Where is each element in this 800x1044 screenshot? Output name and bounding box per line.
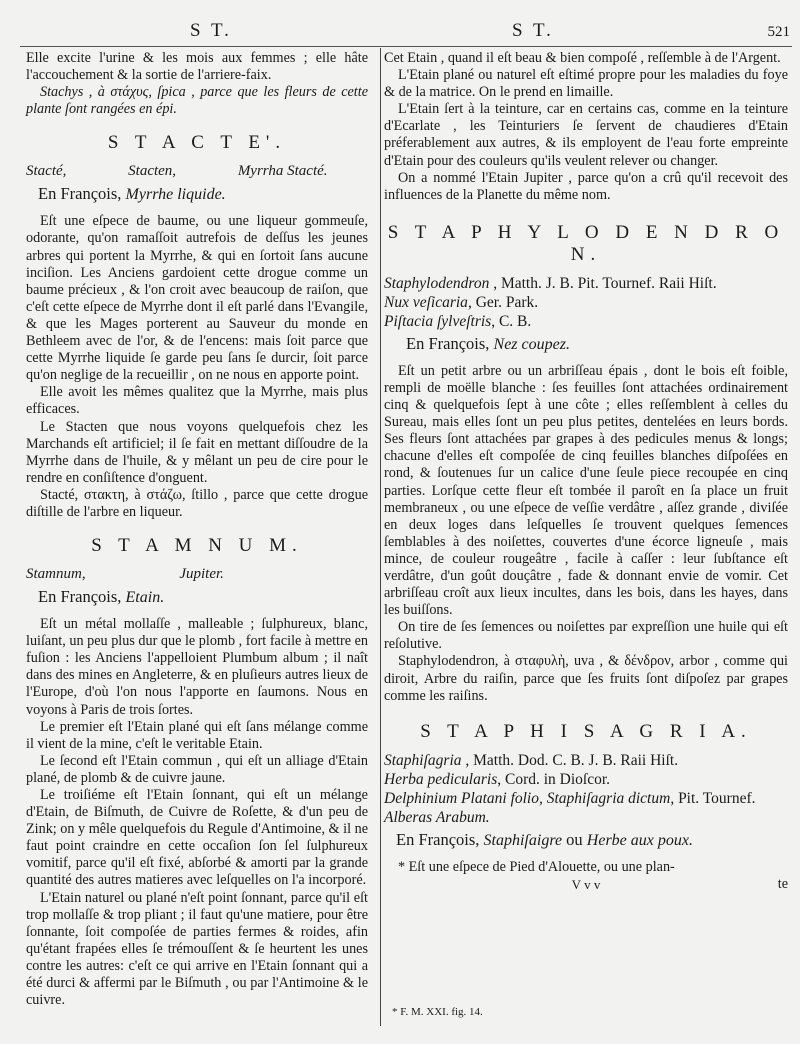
synonym: Stacten, — [128, 163, 177, 180]
french-label: En François, — [38, 587, 122, 607]
body-paragraph: L'Etain plané ou naturel eſt eſtimé propre pour les maladies du foye & de la matrice. On le prend en limaille. — [384, 67, 788, 101]
french-value: Myrrhe liquide. — [125, 186, 226, 204]
french-value-alt: Herbe aux poux. — [586, 831, 693, 849]
french-value: Staphiſaigre — [483, 831, 563, 849]
body-paragraph: Le ſecond eſt l'Etain commun , qui eſt un alliage d'Etain plané, de plomb & de cuivre jaune. — [26, 752, 368, 786]
article-synonyms — [26, 565, 368, 584]
signature-mark: V v v — [571, 876, 601, 892]
left-column — [26, 50, 368, 1009]
right-column — [384, 50, 788, 893]
body-paragraph: Le troiſiéme eſt l'Etain ſonnant, qui eſt un mélange d'Etain, de Biſmuth, de Cuivre de Roſette, & d'un peu de Zink; on y mêle quelquefois du Regule d'Antimoine, & il ne faut point craindre en cette occaſion ſon ſel ſulphureux vomitif, parce qu'il eſt fixé, abſorbé & amorti par la grande quantité des autres matieres avec leſquelles on l'a incorporé. — [26, 787, 368, 889]
catchword: te — [777, 875, 788, 892]
article-synonyms — [384, 751, 788, 827]
synonym: Myrrha Stacté. — [237, 163, 328, 180]
etymology-paragraph: Staphylodendron, à σταφυλὴ, uva , & δένδρον, arbor , comme qui diroit, Arbre du raiſin, parce que ſes fruits ſont diſpoſez par grapes comme les raiſins. — [384, 653, 788, 704]
french-value: Etain. — [125, 589, 165, 607]
article-synonyms — [384, 274, 788, 331]
french-label: En François, — [38, 184, 122, 204]
synonym-line: Herba pedicularis, Cord. in Dioſcor. — [384, 770, 611, 788]
french-name — [38, 183, 368, 205]
continuation-paragraph: Cet Etain , quand il eſt beau & bien compoſé , reſſemble à de l'Argent. — [384, 50, 781, 66]
article-title-stacte: S T A C T E'. — [107, 132, 287, 154]
synonym-line: Nux veſicaria, Ger. Park. — [384, 293, 539, 311]
body-paragraph: Eſt une eſpece de baume, ou une liqueur gommeuſe, odorante, qu'on ramaſſoit autrefois de deſſus les jeunes arbres qui portent la Myrrhe, & qui en ſortoit ſans aucune inciſion. Les Anciens gardoient cette drogue comme un baume précieux , & l'on croit avec beaucoup de raiſon, que c'eſt cette eſpece de Myrrhe dont il eſt parlé dans l'Evangile, & que les Mages porterent au Sauveur du monde en Bethleem avec de l'or, & de l'encens: mais ſoit parce que cette Myrrhe liquide ſe garde peu ſans ſe durcir, ſoit parce qu'on neglige de la recueillir , on ne nous en apporte point. — [26, 213, 368, 384]
body-paragraph: On tire de ſes ſemences ou noiſettes par expreſſion une huile qui eſt reſolutive. — [384, 619, 788, 653]
body-paragraph: Elle avoit les mêmes qualitez que la Myrrhe, mais plus efficaces. — [26, 384, 368, 418]
body-paragraph: Le Stacten que nous voyons quelquefois chez les Marchands eſt artificiel; il ſe fait en mettant diſſoudre de la Myrrhe dans de l'huile, & y mêlant un peu de cire pour le rendre en conſiſtence d'onguent. — [26, 418, 368, 486]
body-paragraph: L'Etain ſert à la teinture, car en certains cas, comme en la teinture d'Ecarlate , les Teinturiers ſe ſervent de chaudieres d'Etain préferablement aux autres, & ils employent de l'eau forte empreinte d'Etain pour des couleurs qu'ils veulent relever ou changer. — [384, 101, 788, 169]
body-paragraph: Le premier eſt l'Etain plané qui eſt ſans mélange comme il vient de la mine, c'eſt le veritable Etain. — [26, 718, 368, 752]
page-number: 521 — [767, 24, 790, 40]
synonym: Stamnum, — [26, 566, 86, 583]
body-paragraph: Eſt un métal mollaſſe , malleable ; ſulphureux, blanc, luiſant, un peu plus dur que le plomb , fort facile à mettre en fuſion : les Anciens l'appelloient Plumbum album ; il naît dans des mines en Angleterre, & en pluſieurs autres lieux de l'Europe, d'où l'on nous l'apporte en ſaumons. Nous en voyons à Paris de trois ſortes. — [26, 616, 368, 718]
etymology-paragraph: Stachys , à στάχυς, ſpica , parce que les fleurs de cette plante ſont rangées en épi. — [26, 84, 368, 118]
synonym: Jupiter. — [179, 566, 224, 583]
synonym-line: Staphiſagria , Matth. Dod. C. B. J. B. Raii Hiſt. — [384, 751, 679, 769]
body-paragraph: On a nommé l'Etain Jupiter , parce qu'on a crû qu'il recevoit des influences de la Planette du même nom. — [384, 169, 788, 203]
article-title-staphisagria: S T A P H I S A G R I A. — [420, 720, 752, 742]
continuation-paragraph: Elle excite l'urine & les mois aux femmes ; elle hâte l'accouchement & la sortie de l'arriere-faix. — [26, 50, 368, 84]
article-title-staphylodendron: S T A P H Y L O D E N D R O N. — [387, 221, 785, 265]
french-label: En François, — [406, 333, 490, 353]
header-rule — [20, 46, 792, 47]
french-name — [406, 333, 788, 355]
synonym-line: Staphylodendron , Matth. J. B. Pit. Tournef. Raii Hiſt. — [384, 274, 717, 292]
article-synonyms — [26, 162, 368, 181]
running-head-left: S T. — [190, 20, 232, 41]
synonym: Stacté, — [26, 163, 67, 180]
french-name: En François, Staphiſaigre ou Herbe aux poux. — [396, 829, 693, 849]
synonym-line: Delphinium Platani folio, Staphiſagria dictum, Pit. Tournef. — [384, 789, 756, 807]
column-divider — [380, 48, 381, 1026]
footnote: * F. M. XXI. fig. 14. — [392, 1006, 483, 1018]
french-name — [38, 586, 368, 608]
etymology-paragraph: Stacté, στακτη, à στάζω, ſtillo , parce que cette drogue diſtille de l'arbre en liqueur. — [26, 486, 368, 520]
body-paragraph: Eſt un petit arbre ou un arbriſſeau épais , dont le bois eſt foible, rempli de moëlle blanche : ſes feuilles ſont attachées ordinairement cinq & quelquefois ſept à une côte ; elles reſſemblent à celles du Sureau, mais elles ſont un peu plus petites, dentelées en leurs bords. Ses fleurs ſont attachées par grapes à des pedicules menus & longs; chacune d'elles eſt compoſée de cinq feuilles blanches diſpoſées en rond, & ſoutenues ſur un calice d'une ſeule piece recoupée en cinq parties. Lorſque cette fleur eſt tombée il paroît en ſa place un fruit membraneux , ou une eſpece de veſſie verdâtre , aſſez grande , diviſée en deux loges dans leſquelles ſe trouvent quelques ſemences ſemblables à des noiſettes, couvertes d'une écorce ligneuſe , mais mince, de couleur rougeâtre , facile à caſſer : leur ſubſtance eſt verdâtre, d'un goût douçâtre , fade & donnant envie de vomir. Cet arbriſſeau croît aux lieux incultes, dans les bois, dans les hayes, dans les buiſſons. — [384, 362, 788, 619]
synonym-line: Alberas Arabum. — [384, 808, 490, 826]
french-label: En François, — [396, 829, 480, 849]
synonym-line: Piſtacia ſylveſtris, C. B. — [384, 312, 532, 330]
article-title-stamnum: S T A M N U M. — [91, 535, 303, 557]
body-paragraph: * Eſt une eſpece de Pied d'Alouette, ou une plan- — [398, 858, 675, 875]
body-paragraph: L'Etain naturel ou plané n'eſt point ſonnant, parce qu'il eſt trop mollaſſe & trop pliant ; il faut qu'une matiere, pour être ſonnante, ſoit compoſée de parties fermes & roides, afin qu'étant frapées elles ſe trémouſſent & ſe heurtent les unes contre les autres: c'eſt ce qui arrive en l'Etain ſonnant qui a été durci & affermi par le Biſmuth , ou par l'Antimoine & le cuivre. — [26, 889, 368, 1009]
running-head-right: S T. — [512, 20, 554, 41]
french-value: Nez coupez. — [493, 335, 570, 353]
